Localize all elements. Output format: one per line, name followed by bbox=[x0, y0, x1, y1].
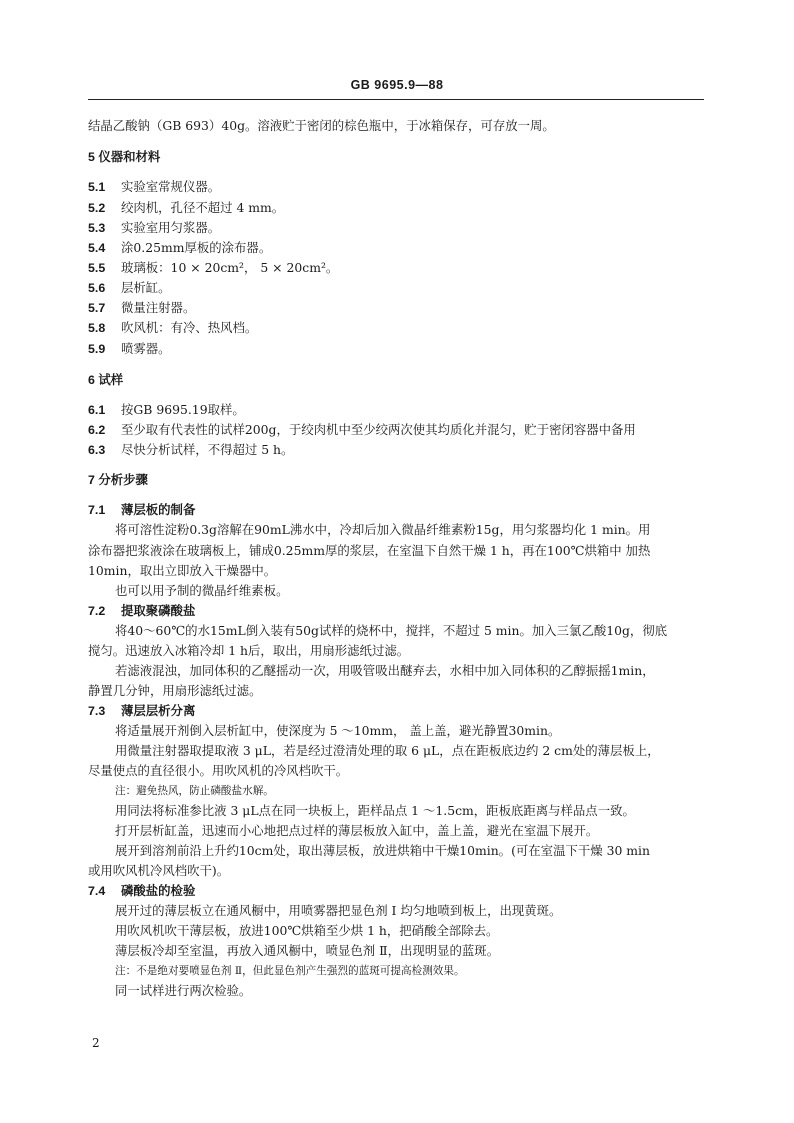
item-5-7: 5.7 微量注射器。 bbox=[88, 300, 196, 315]
s73-line-1: 将适量展开剂倒入层析缸中，使深度为 5 ～10mm， 盖上盖，避光静置30min。 bbox=[115, 723, 561, 738]
item-5-9: 5.9 喷雾器。 bbox=[88, 341, 171, 356]
subsection-7-4-title: 7.4 磷酸盐的检验 bbox=[88, 884, 196, 898]
item-6-2: 6.2 至少取有代表性的试样200g，于绞肉机中至少绞两次使其均质化并混匀，贮于密闭容器中备用 bbox=[88, 422, 636, 437]
section-6-title: 6 试样 bbox=[88, 373, 124, 387]
s71-line-1: 将可溶性淀粉0.3g溶解在90mL沸水中，冷却后加入微晶纤维素粉15g，用匀浆器均化 1 min。用 bbox=[115, 522, 651, 537]
header-rule bbox=[88, 99, 704, 100]
s74-line-2: 用吹风机吹干薄层板，放进100℃烘箱至少烘 1 h，把硝酸全部除去。 bbox=[115, 923, 499, 938]
item-5-2: 5.2 绞肉机，孔径不超过 4 mm。 bbox=[88, 200, 285, 215]
item-5-4: 5.4 涂0.25mm厚板的涂布器。 bbox=[88, 240, 272, 255]
s73-note: 注：避免热风，防止磷酸盐水解。 bbox=[115, 785, 274, 797]
section-5-title: 5 仪器和材料 bbox=[88, 150, 161, 164]
standard-number-header: GB 9695.9—88 bbox=[350, 78, 444, 92]
item-5-3: 5.3 实验室用匀浆器。 bbox=[88, 220, 221, 235]
item-6-3: 6.3 尽快分析试样，不得超过 5 h。 bbox=[88, 442, 294, 457]
item-6-1: 6.1 按GB 9695.19取样。 bbox=[88, 402, 245, 417]
s73-line-5: 用同法将标准参比液 3 μL点在同一块板上，距样品点 1 ～1.5cm，距板底距离与样品点一致。 bbox=[115, 803, 635, 818]
s73-line-8: 或用吹风机冷风档吹干)。 bbox=[88, 863, 230, 878]
s72-line-2: 搅匀。迅速放入冰箱冷却 1 h后，取出，用扇形滤纸过滤。 bbox=[88, 643, 410, 658]
s73-line-7: 展开到溶剂前沿上升约10cm处，取出薄层板，放进烘箱中干燥10min。(可在室温下干燥 30 min bbox=[115, 843, 650, 858]
s72-line-3: 若滤液混浊，加同体积的乙醚摇动一次，用吸管吸出醚弃去，水相中加入同体积的乙醇振摇1min， bbox=[115, 663, 655, 678]
s74-line-1: 展开过的薄层板立在通风橱中，用喷雾器把显色剂 Ⅰ 均匀地喷到板上，出现黄斑。 bbox=[115, 903, 562, 918]
s71-line-4: 也可以用予制的微晶纤维素板。 bbox=[115, 583, 289, 598]
s71-line-3: 10min，取出立即放入干燥器中。 bbox=[88, 563, 277, 578]
s74-line-3: 薄层板冷却至室温，再放入通风橱中，喷显色剂 Ⅱ，出现明显的蓝斑。 bbox=[115, 943, 500, 958]
item-5-5: 5.5 玻璃板：10 × 20cm²， 5 × 20cm²。 bbox=[88, 260, 339, 275]
s72-line-4: 静置几分钟，用扇形滤纸过滤。 bbox=[88, 683, 262, 698]
subsection-7-1-title: 7.1 薄层板的制备 bbox=[88, 503, 196, 517]
s74-note: 注：不是绝对要喷显色剂 Ⅱ，但此显色剂产生强烈的蓝斑可提高检测效果。 bbox=[115, 965, 465, 977]
section-7-title: 7 分析步骤 bbox=[88, 473, 148, 487]
page-number: 2 bbox=[92, 1036, 100, 1050]
item-5-8: 5.8 吹风机：有冷、热风档。 bbox=[88, 320, 258, 335]
item-5-6: 5.6 层析缸。 bbox=[88, 280, 171, 295]
s73-line-2: 用微量注射器取提取液 3 μL，若是经过澄清处理的取 6 μL，点在距板底边约 2 cm处的薄层板上， bbox=[115, 743, 660, 758]
intro-line: 结晶乙酸钠（GB 693）40g。溶液贮于密闭的棕色瓶中，于冰箱保存，可存放一周。 bbox=[88, 118, 555, 133]
item-5-1: 5.1 实验室常规仪器。 bbox=[88, 179, 221, 194]
subsection-7-3-title: 7.3 薄层层析分离 bbox=[88, 704, 196, 718]
s73-line-3: 尽量使点的直径很小。用吹风机的冷风档吹干。 bbox=[88, 763, 349, 778]
s72-line-1: 将40～60℃的水15mL倒入装有50g试样的烧杯中，搅拌，不超过 5 min。加入三氯乙酸10g，彻底 bbox=[115, 623, 668, 638]
s71-line-2: 涂布器把浆液涂在玻璃板上，铺成0.25mm厚的浆层，在室温下自然干燥 1 h，再在100℃烘箱中 加热 bbox=[88, 543, 651, 558]
subsection-7-2-title: 7.2 提取聚磷酸盐 bbox=[88, 604, 196, 618]
s74-line-5: 同一试样进行两次检验。 bbox=[115, 983, 252, 998]
s73-line-6: 打开层析缸盖，迅速而小心地把点过样的薄层板放入缸中，盖上盖，避光在室温下展开。 bbox=[115, 823, 599, 838]
